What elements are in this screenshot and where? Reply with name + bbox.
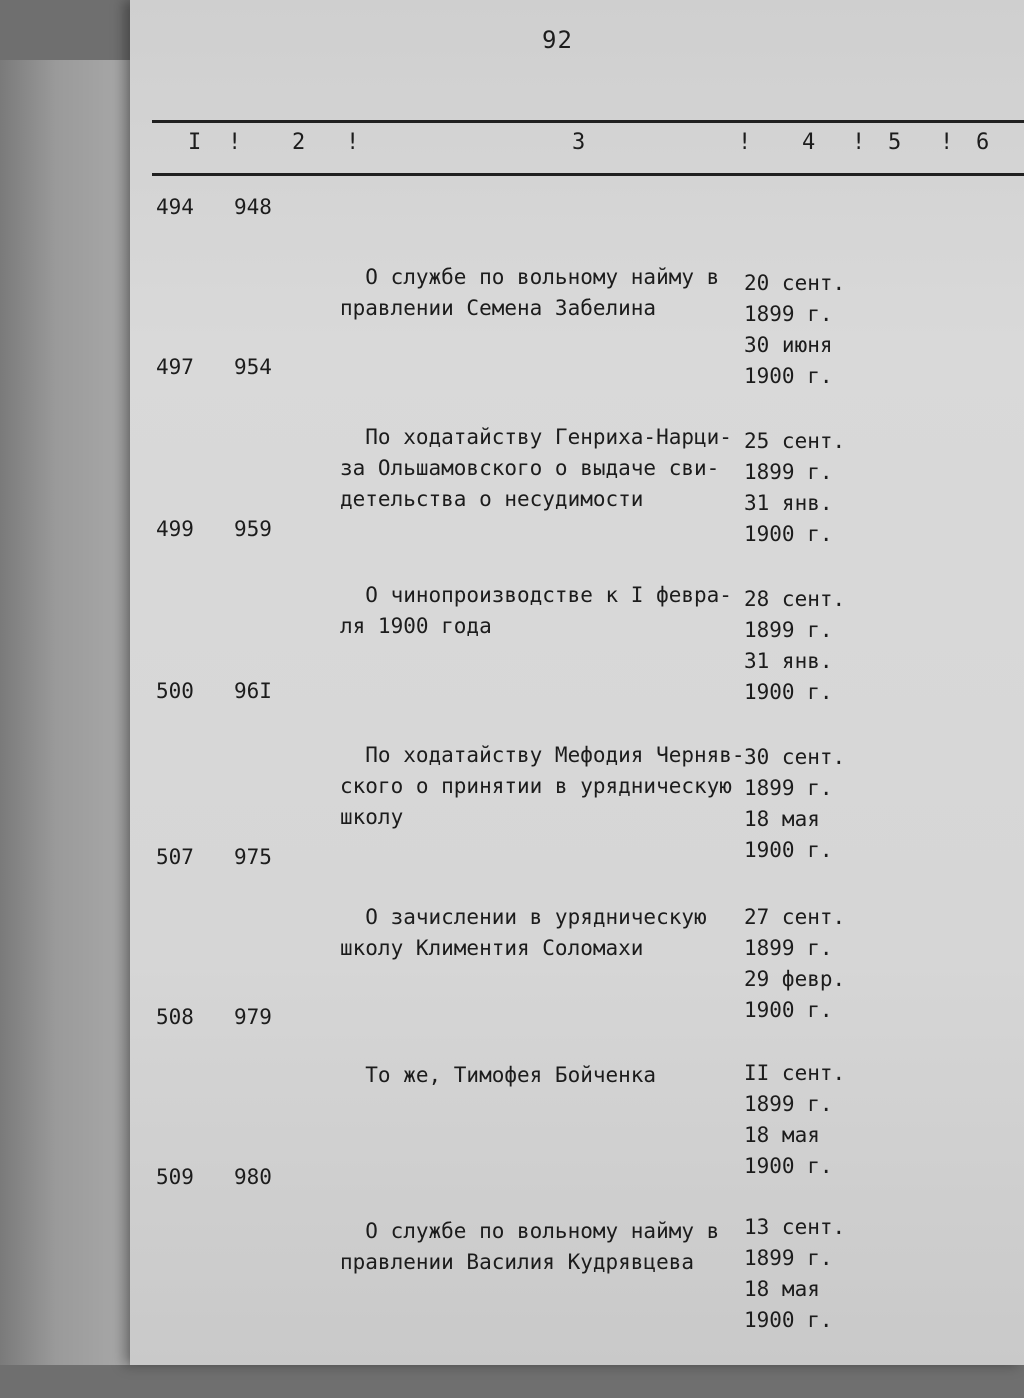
header-separator: ! [852, 130, 866, 155]
record-dates: 27 сент. 1899 г. 29 февр. 1900 г. [744, 905, 846, 1022]
record-col2: 948 [234, 195, 272, 219]
header-col-2: 2 [292, 130, 306, 155]
record-dates: 25 сент. 1899 г. 31 янв. 1900 г. [744, 429, 846, 546]
header-separator: ! [738, 130, 752, 155]
record-col1: 508 [156, 1005, 194, 1029]
header-separator: ! [228, 130, 242, 155]
header-separator: ! [940, 130, 954, 155]
header-rule-top [152, 120, 1024, 123]
record-col1: 500 [156, 679, 194, 703]
record-dates: 13 сент. 1899 г. 18 мая 1900 г. [744, 1215, 846, 1332]
header-col-3: 3 [572, 130, 586, 155]
record-dates: 28 сент. 1899 г. 31 янв. 1900 г. [744, 587, 846, 704]
record-title: О службе по вольному найму в правлении Семена Забелина [340, 265, 720, 320]
header-col-1: I [188, 130, 202, 155]
header-separator: ! [346, 130, 360, 155]
record-col1: 499 [156, 517, 194, 541]
document-page [130, 0, 1024, 1365]
header-col-4: 4 [802, 130, 816, 155]
record-dates: 30 сент. 1899 г. 18 мая 1900 г. [744, 745, 846, 862]
record-title: О службе по вольному найму в правлении Василия Кудрявцева [340, 1219, 720, 1274]
record-col1: 497 [156, 355, 194, 379]
record-col2: 979 [234, 1005, 272, 1029]
record-title: По ходатайству Генриха-Нарци- за Ольшамовского о выдаче сви- детельства о несудимости [340, 425, 732, 511]
record-dates: II сент. 1899 г. 18 мая 1900 г. [744, 1061, 846, 1178]
record-col2: 954 [234, 355, 272, 379]
header-col-5: 5 [888, 130, 902, 155]
record-dates: 20 сент. 1899 г. 30 июня 1900 г. [744, 271, 846, 388]
record-title: О зачислении в урядническую школу Климентия Соломахи [340, 905, 707, 960]
header-rule-bottom [152, 173, 1024, 176]
record-col1: 509 [156, 1165, 194, 1189]
record-col1: 507 [156, 845, 194, 869]
record-col2: 980 [234, 1165, 272, 1189]
page-number: 92 [542, 26, 573, 54]
record-col2: 975 [234, 845, 272, 869]
record-col2: 96I [234, 679, 272, 703]
record-col2: 959 [234, 517, 272, 541]
facing-page-edge [0, 60, 140, 1365]
record-title: О чинопроизводстве к I февра- ля 1900 года [340, 583, 732, 638]
header-col-6: 6 [976, 130, 990, 155]
record-col1: 494 [156, 195, 194, 219]
record-title: То же, Тимофея Бойченка [340, 1063, 657, 1087]
record-title: По ходатайству Мефодия Черняв- ского о принятии в урядническую школу [340, 743, 745, 829]
